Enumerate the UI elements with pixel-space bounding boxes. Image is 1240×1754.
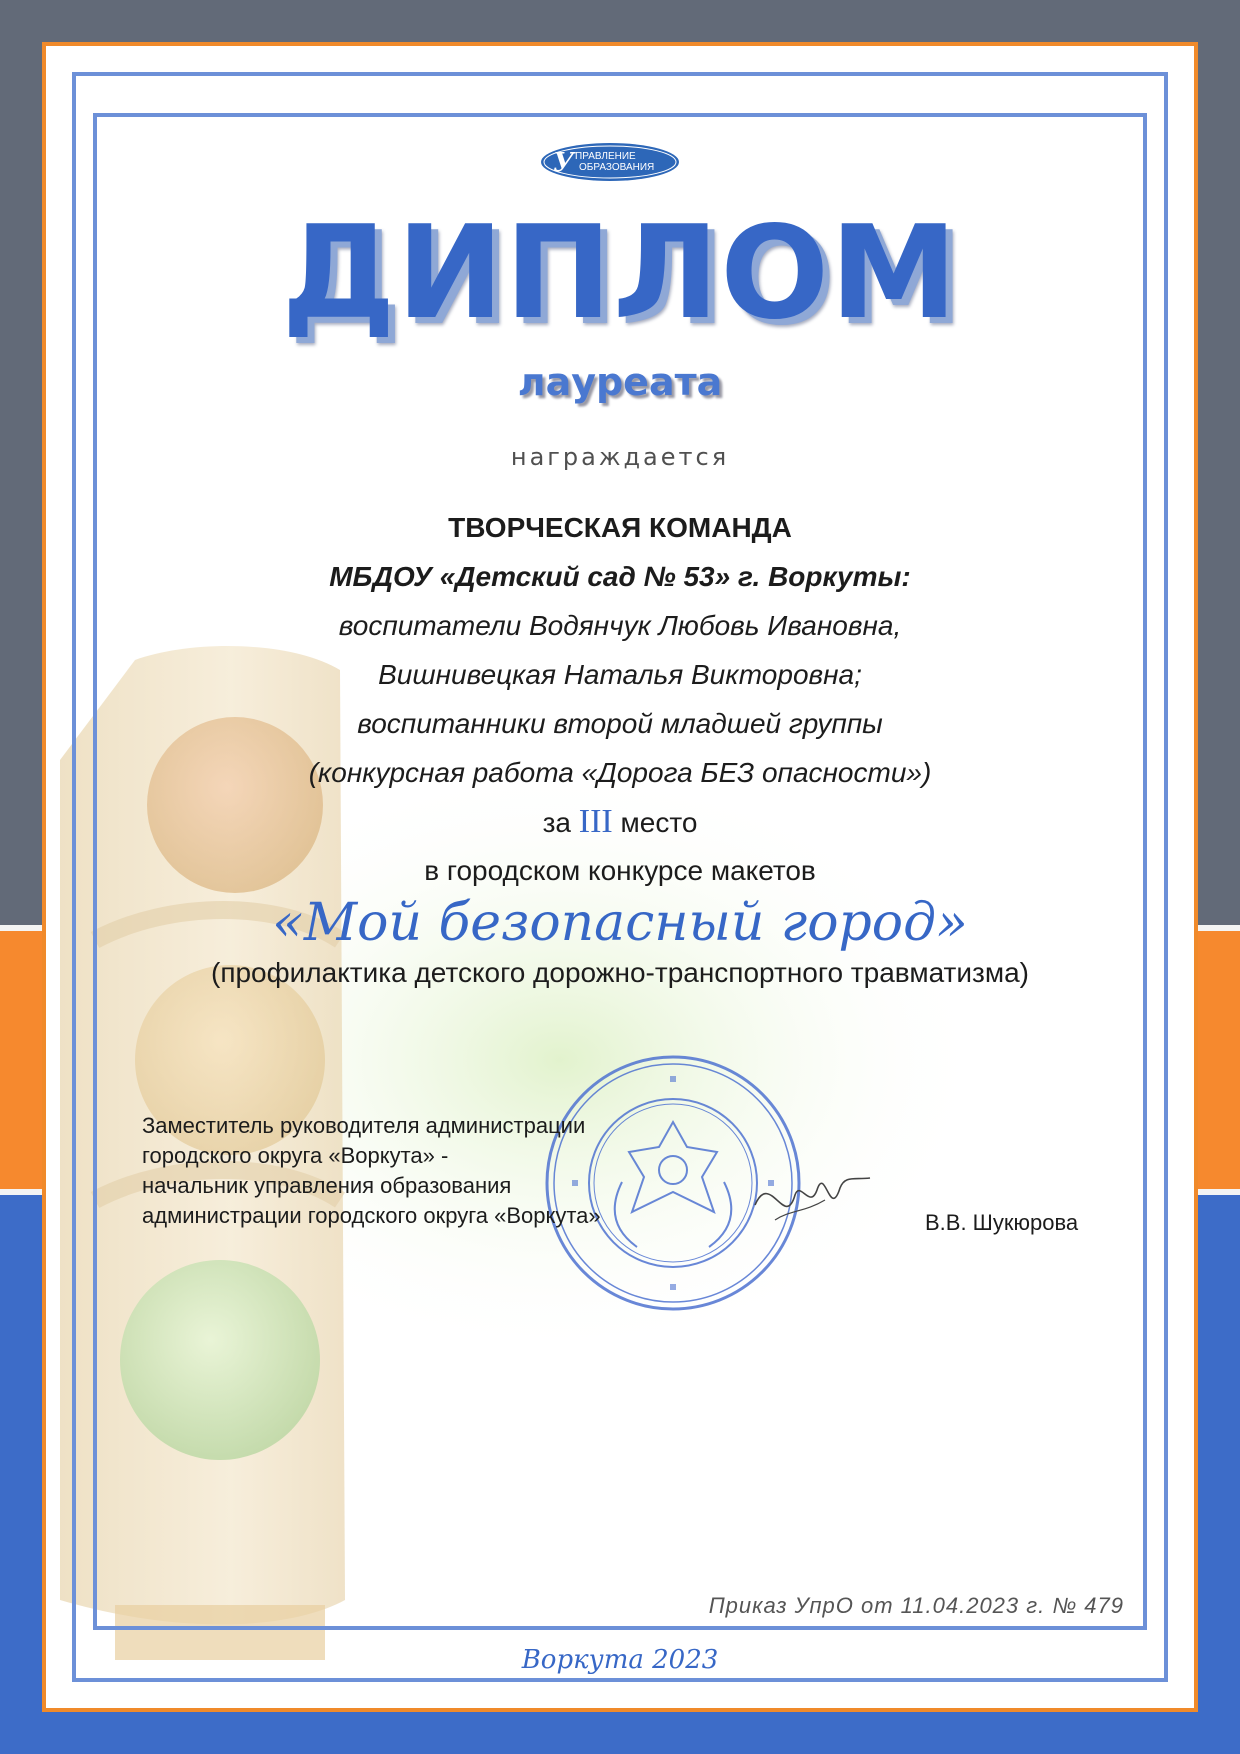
recipient-teacher-1: воспитатели Водянчук Любовь Ивановна, [338,610,902,641]
order-reference: Приказ УпрО от 11.04.2023 г. № 479 [708,1593,1124,1618]
logo-text-line1: ПРАВЛЕНИЕ [575,151,636,162]
signatory-line: Заместитель руководителя администрации [142,1113,586,1138]
recipient-institution: МБДОУ «Детский сад № 53» г. Воркуты: [329,561,911,592]
awarded-label: награждается [510,443,730,471]
education-department-logo [539,141,681,183]
place-suffix: место [620,807,698,838]
place-prefix: за [542,807,571,838]
signatory-line: городского округа «Воркута» - [142,1143,449,1168]
logo-text-line2: ОБРАЗОВАНИЯ [579,162,655,173]
svg-text:У: У [553,148,575,178]
recipient-teacher-2: Вишнивецкая Наталья Викторовна; [378,659,862,690]
recipient-team: ТВОРЧЕСКАЯ КОМАНДА [448,512,792,543]
signatory-line: администрации городского округа «Воркута» [142,1203,601,1228]
place-line [0,805,1240,840]
city-year: Воркута 2023 [521,1645,719,1675]
signatory-name: В.В. Шукюрова [925,1210,1079,1235]
contest-name: «Мой безопасный город» [272,893,968,953]
recipient-pupils: воспитанники второй младшей группы [357,708,883,739]
contest-note: (профилактика детского дорожно-транспортного травматизма) [211,957,1029,988]
handwritten-signature [745,1150,875,1240]
contest-work-title: (конкурсная работа «Дорога БЕЗ опасности») [308,757,932,788]
diploma-subtitle: лауреата [517,360,723,404]
diploma-title: ДИПЛОМ [281,199,959,348]
place-number: III [578,803,613,840]
signatory-line: начальник управления образования [142,1173,512,1198]
contest-intro: в городском конкурсе макетов [424,855,816,886]
signatory-position [142,1111,601,1231]
